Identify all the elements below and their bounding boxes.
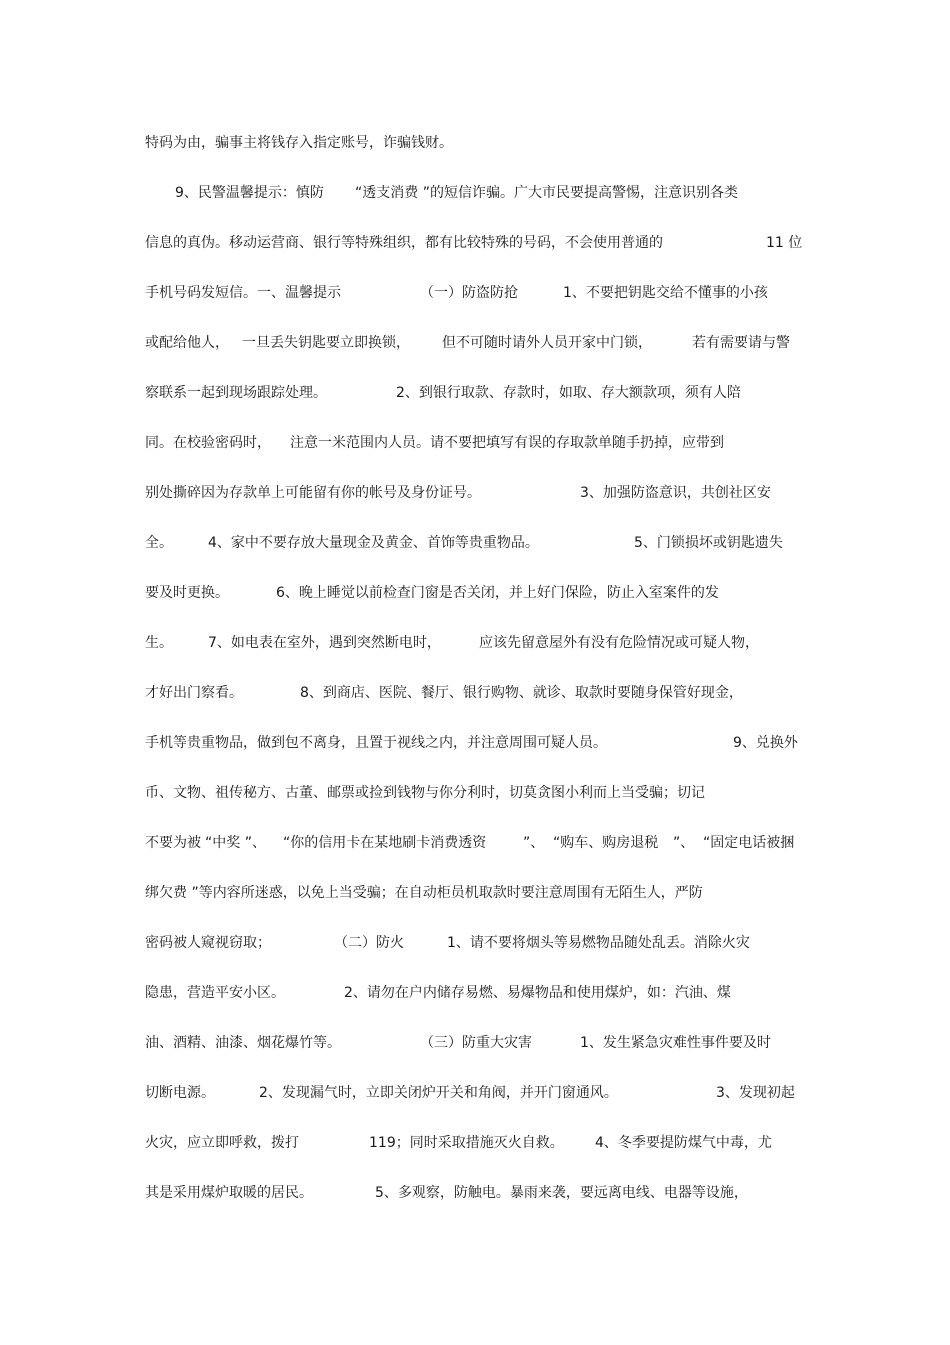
text-segment: 隐患，营造平安小区。: [145, 985, 285, 1001]
text-segment: 生。: [145, 635, 173, 651]
text-segment: 119；同时采取措施灭火自救。: [369, 1135, 564, 1151]
text-segment: 密码被人窥视窃取；: [145, 935, 271, 951]
text-segment: 1、发生紧急灾难性事件要及时: [580, 1035, 771, 1051]
text-segment: 4、家中不要存放大量现金及黄金、首饰等贵重物品。: [208, 535, 539, 551]
text-segment: 一旦丢失钥匙要立即换锁，: [242, 335, 410, 351]
text-line: [0, 531, 950, 555]
text-segment: 特码为由，骗事主将钱存入指定账号，诈骗钱财。: [145, 135, 453, 151]
text-segment: （二）防火: [334, 935, 404, 951]
text-line: [0, 131, 950, 155]
text-segment: 4、冬季要提防煤气中毒，尤: [595, 1135, 772, 1151]
text-segment: 2、发现漏气时，立即关闭炉开关和角阀，并开门窗通风。: [259, 1085, 618, 1101]
text-segment: 9、民警温馨提示：慎防: [175, 185, 324, 201]
text-line: [0, 181, 950, 205]
text-segment: 应该先留意屋外有没有危险情况或可疑人物，: [479, 635, 759, 651]
text-line: [0, 681, 950, 705]
text-line: [0, 781, 950, 805]
text-segment: “购车、购房退税: [553, 835, 659, 851]
text-line: [0, 331, 950, 355]
text-segment: 2、到银行取款、存款时，如取、存大额款项，须有人陪: [396, 385, 741, 401]
text-segment: 同。在校验密码时，: [145, 435, 271, 451]
text-segment: 才好出门察看。: [145, 685, 243, 701]
text-line: [0, 481, 950, 505]
text-segment: 若有需要请与警: [692, 335, 790, 351]
text-segment: 1、请不要将烟头等易燃物品随处乱丢。消除火灾: [447, 935, 750, 951]
text-segment: 3、加强防盗意识，共创社区安: [580, 485, 771, 501]
text-segment: 5、门锁损坏或钥匙遗失: [634, 535, 783, 551]
text-segment: 信息的真伪。移动运营商、银行等特殊组织，都有比较特殊的号码，不会使用普通的: [145, 235, 663, 251]
text-line: [0, 281, 950, 305]
text-segment: “中奖 ”、: [205, 835, 266, 851]
text-segment: 手机等贵重物品，做到包不离身，且置于视线之内，并注意周围可疑人员。: [145, 735, 607, 751]
text-line: [0, 631, 950, 655]
text-segment: “透支消费 ”的短信诈骗。广大市民要提高警惕，注意识别各类: [355, 185, 738, 201]
text-segment: 5、多观察，防触电。暴雨来袭，要远离电线、电器等设施，: [375, 1185, 748, 1201]
text-segment: 绑欠费 ”等内容所迷惑，以免上当受骗；在自动柜员机取款时要注意周围有无陌生人，严防: [145, 885, 703, 901]
text-line: [0, 581, 950, 605]
text-segment: 7、如电表在室外，遇到突然断电时，: [208, 635, 441, 651]
text-segment: 9、兑换外: [733, 735, 798, 751]
text-segment: “固定电话被捆: [703, 835, 795, 851]
text-line: [0, 881, 950, 905]
text-segment: 1、不要把钥匙交给不懂事的小孩: [563, 285, 768, 301]
text-segment: 火灾，应立即呼救，拨打: [145, 1135, 299, 1151]
text-segment: 切断电源。: [145, 1085, 215, 1101]
text-segment: 全。: [145, 535, 173, 551]
text-segment: 察联系一起到现场跟踪处理。: [145, 385, 327, 401]
text-segment: 3、发现初起: [716, 1085, 795, 1101]
text-segment: 别处撕碎因为存款单上可能留有你的帐号及身份证号。: [145, 485, 481, 501]
text-segment: 6、晚上睡觉以前检查门窗是否关闭，并上好门保险，防止入室案件的发: [276, 585, 719, 601]
text-segment: 其是采用煤炉取暖的居民。: [145, 1185, 313, 1201]
text-segment: 要及时更换。: [145, 585, 229, 601]
text-line: [0, 381, 950, 405]
text-line: [0, 931, 950, 955]
text-segment: 或配给他人，: [145, 335, 229, 351]
text-line: [0, 731, 950, 755]
text-segment: 币、文物、祖传秘方、古董、邮票或捡到钱物与你分利时，切莫贪图小利而上当受骗；切记: [145, 785, 705, 801]
text-segment: ”、: [673, 835, 695, 851]
text-line: [0, 231, 950, 255]
text-line: [0, 1031, 950, 1055]
text-line: [0, 981, 950, 1005]
text-line: [0, 1181, 950, 1205]
text-segment: 2、请勿在户内储存易燃、易爆物品和使用煤炉，如：汽油、煤: [344, 985, 731, 1001]
text-segment: 8、到商店、医院、餐厅、银行购物、就诊、取款时要随身保管好现金，: [300, 685, 743, 701]
text-segment: 手机号码发短信。一、温馨提示: [145, 285, 341, 301]
text-segment: 注意一米范围内人员。请不要把填写有误的存取款单随手扔掉，应带到: [290, 435, 724, 451]
text-line: [0, 1131, 950, 1155]
text-segment: （三）防重大灾害: [420, 1035, 532, 1051]
text-segment: 不要为被: [145, 835, 201, 851]
text-segment: “你的信用卡在某地刷卡消费透资: [283, 835, 487, 851]
text-line: [0, 831, 950, 855]
text-line: [0, 1081, 950, 1105]
text-segment: ”、: [523, 835, 545, 851]
text-segment: 油、酒精、油漆、烟花爆竹等。: [145, 1035, 341, 1051]
text-segment: （一）防盗防抢: [420, 285, 518, 301]
text-line: [0, 431, 950, 455]
text-segment: 11 位: [766, 235, 803, 251]
text-segment: 但不可随时请外人员开家中门锁，: [442, 335, 652, 351]
